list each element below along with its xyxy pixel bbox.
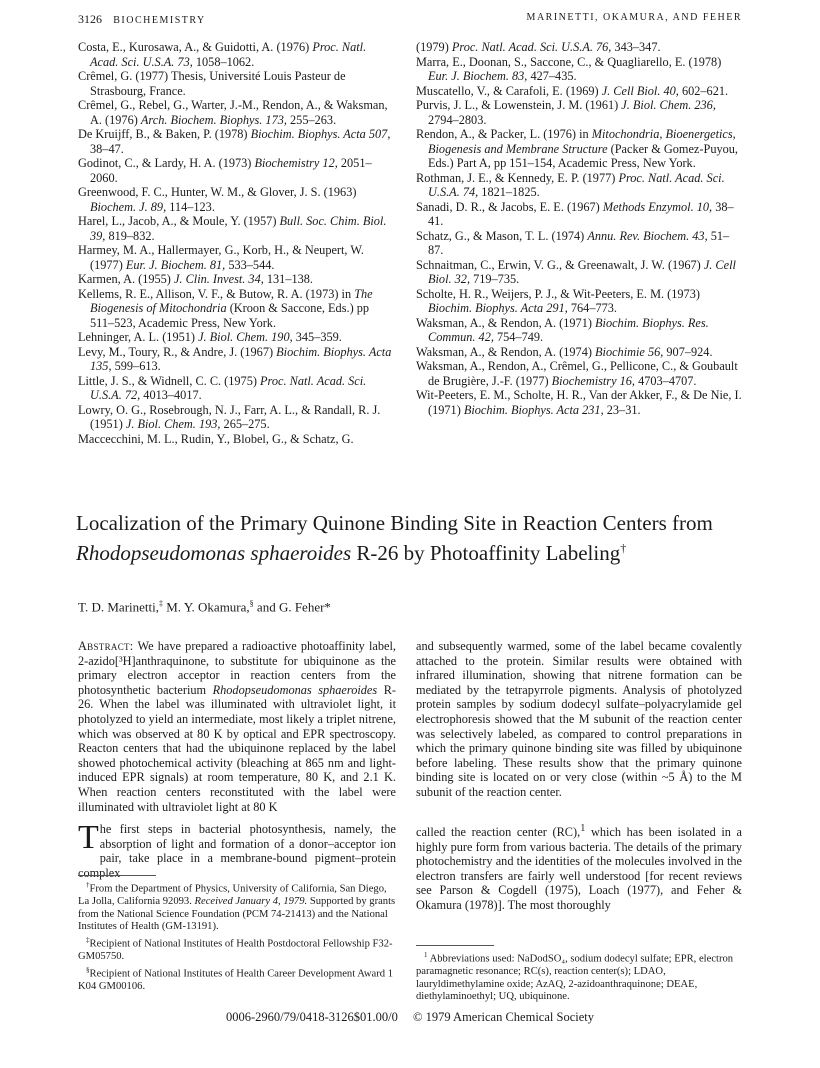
author-okamura: M. Y. Okamura, <box>163 599 250 615</box>
reference-pages: 427–435. <box>527 69 577 83</box>
reference-authors: Rothman, J. E., & Kennedy, E. P. (1977) <box>416 170 619 185</box>
reference-pages: 819–832. <box>105 228 155 243</box>
reference-pages: 4703–4707. <box>635 373 697 388</box>
reference-authors: Costa, E., Kurosawa, A., & Guidotti, A. (1976) <box>78 40 313 54</box>
abstract-text-a: We have prepared a radioactive photoaffinity label, 2-azido[³H]anthraquinone, to substitute for ubiquinone as the primary electron acceptor in reaction centers from the photosynthetic bacterium <box>78 639 396 697</box>
footnote-text: Supported by grants from the National Science Foundation (PCM 74-21413) and the National Institutes of Health (GM-13191). <box>78 896 396 933</box>
reference-source: J. Cell Biol. 32, <box>428 257 736 286</box>
reference-pages: 343–347. <box>611 40 661 54</box>
running-header-authors: MARINETTI, OKAMURA, AND FEHER <box>526 12 742 23</box>
running-header-left <box>78 12 206 27</box>
title-text-1: Localization of the Primary Quinone Binding Site in Reaction Centers from <box>76 511 713 535</box>
reference-pages: 345–359. <box>292 330 342 344</box>
reference-source: Biochim. Biophys. Acta 231, <box>463 402 604 417</box>
body-right-text-a: called the reaction center (RC), <box>416 825 581 840</box>
abstract-left <box>78 639 396 814</box>
reference-authors: Harel, L., Jacob, A., & Moule, Y. (1957) <box>78 214 280 228</box>
reference-entry <box>78 374 396 403</box>
doc-code: 0006-2960/79/0418-3126$01.00/0 <box>226 1010 398 1024</box>
references-right-column <box>416 40 742 417</box>
reference-source: Mitochondria, Bioenergetics, Biogenesis and Membrane Structure <box>428 127 736 156</box>
reference-authors: Harmey, M. A., Hallermayer, G., Korb, H., & Neupert, W. (1977) <box>78 243 364 272</box>
reference-pages: 38–41. <box>428 199 734 228</box>
reference-source: J. Biol. Chem. 190, <box>198 330 293 344</box>
footnote-entry <box>78 934 396 964</box>
reference-entry <box>78 287 396 331</box>
reference-authors: Waksman, A., & Rendon, A. (1974) <box>416 344 596 359</box>
reference-pages: 1821–1825. <box>478 185 540 199</box>
reference-pages: 907–924. <box>663 344 713 359</box>
reference-entry <box>416 200 742 229</box>
title-footnote-mark: † <box>620 540 627 555</box>
abstract-text-b: R-26. When the label was illuminated with ultraviolet light, it photolyzed to yield an intermediate, most likely a triplet nitrene, which was observed at 80 K by optical and EPR spectroscopy. Reacton centers that had the ubiquinone replaced by the label showed photochemical activity (bleaching at 865 nm and light-induced EPR signals) at room temperature, 80 K, and 2.1 K. When reaction centers reconstituted with the label were illuminated with ultraviolet light at 80 K <box>78 682 397 814</box>
reference-pages: 1058–1062. <box>192 54 255 69</box>
title-text-2: R-26 by Photoaffinity Labeling <box>351 540 621 565</box>
abstract-organism: Rhodopseudomonas sphaeroides <box>212 682 378 697</box>
reference-authors: De Kruijff, B., & Baken, P. (1978) <box>78 127 251 141</box>
reference-pages: 2051–2060. <box>90 156 372 185</box>
footnote-abbreviations-text: Abbreviations used: NaDodSO₄, sodium dodecyl sulfate; EPR, electron paramagnetic resonance; RC(s), reaction center(s); LDAO, lauryldimethylamine oxide; AzAQ, 2-azidoanthraquinone; DEAE, diethylaminoethyl; UQ, ubiquinone. <box>416 953 734 1003</box>
reference-authors: Sanadi, D. R., & Jacobs, E. E. (1967) <box>416 199 603 214</box>
footnote-text: Recipient of National Institutes of Health Postdoctoral Fellowship F32-GM05750. <box>78 938 393 963</box>
reference-pages: 754–749. <box>493 330 544 344</box>
reference-entry <box>78 127 396 156</box>
reference-source: Biochim. Biophys. Acta 507, <box>250 127 391 141</box>
reference-entry <box>416 287 742 316</box>
reference-pages: 764–773. <box>567 301 617 315</box>
reference-source: J. Biol. Chem. 193, <box>125 417 221 431</box>
footnote-entry <box>78 879 396 934</box>
body-right-text-b: which has been isolated in a highly pure form from various bacteria. The details of the primary photochemistry and the identities of the molecules involved in the electron transfers are fairly well understood [for recent reviews see Parson & Cogdell (1975), Loach (1977), and Feher & Okamura (1978)]. The most thoroughly <box>416 825 742 913</box>
footnote-mark: 1 <box>424 951 428 959</box>
reference-source: Arch. Biochem. Biophys. 173, <box>140 112 287 127</box>
reference-source: Biochemistry 16, <box>551 373 636 388</box>
reference-entry <box>78 156 396 185</box>
footnote-rule-left <box>78 875 156 876</box>
footnote-mark: ‡ <box>86 935 90 944</box>
reference-authors: Scholte, H. R., Weijers, P. J., & Wit-Peeters, E. M. (1973) <box>416 286 700 301</box>
reference-source: Methods Enzymol. 10, <box>602 199 713 214</box>
reference-entry <box>416 359 742 388</box>
reference-authors: Muscatello, V., & Carafoli, E. (1969) <box>416 83 602 98</box>
reference-entry <box>416 98 742 127</box>
article-title <box>76 511 756 565</box>
reference-authors: Waksman, A., & Rendon, A. (1971) <box>416 315 596 330</box>
reference-source: J. Cell Biol. 40, <box>601 83 679 98</box>
reference-pages: 255–263. <box>286 112 337 127</box>
reference-entry <box>416 171 742 200</box>
reference-pages: 2794–2803. <box>428 112 487 127</box>
reference-source: J. Clin. Invest. 34, <box>173 272 264 286</box>
reference-authors: Schnaitman, C., Erwin, V. G., & Greenawalt, J. W. (1967) <box>416 257 704 272</box>
reference-entry <box>416 55 742 84</box>
reference-pages: 114–123. <box>166 199 215 214</box>
reference-pages: 51–87. <box>428 228 730 257</box>
reference-source: Biochim. Biophys. Res. Commun. 42, <box>428 315 709 344</box>
reference-entry <box>78 432 396 447</box>
reference-pages: 719–735. <box>470 272 520 286</box>
reference-pages: 533–544. <box>225 257 275 272</box>
reference-entry <box>78 40 396 69</box>
reference-entry <box>416 388 742 417</box>
drop-cap: T <box>78 819 99 856</box>
footnote-abbreviations <box>416 949 742 1004</box>
reference-authors: Levy, M., Toury, R., & Andre, J. (1967) <box>78 344 277 359</box>
abstract-right: and subsequently warmed, some of the label became covalently attached to the protein. Similar results were obtained with infrared illumination, showing that nitrene formation can be mediated by the tetrapyrrole pigments. Analysis of photolyzed protein samples by sodium dodecyl sulfate–polyacrylamide gel electrophoresis showed that the M subunit of the reaction center was selectively labeled, as compared to control preparations in which the primary quinone binding site was filled by ubiquinone before labeling. These results show that the primary quinone binding site is located on or very close (within ~5 Å) to the M subunit of the reaction center. <box>416 639 742 799</box>
footnote-text: From the Department of Physics, University of California, San Diego, La Jolla, California 92093. <box>78 883 387 908</box>
reference-source: Proc. Natl. Acad. Sci. U.S.A. 72, <box>90 373 367 402</box>
reference-source: Eur. J. Biochem. 83, <box>428 69 528 83</box>
reference-authors: Rendon, A., & Packer, L. (1976) in <box>416 127 592 141</box>
reference-source: Biochimie 56, <box>595 344 664 359</box>
reference-source: Biochemistry 12, <box>254 156 338 170</box>
reference-entry <box>78 345 396 374</box>
reference-source: Eur. J. Biochem. 81, <box>125 257 226 272</box>
reference-pages: 602–621. <box>678 83 729 98</box>
reference-authors: Kellems, R. E., Allison, V. F., & Butow, R. A. (1973) in <box>78 286 355 301</box>
footnotes-left <box>78 879 396 993</box>
reference-authors: (1979) <box>416 40 452 54</box>
page-number: 3126 <box>78 12 102 26</box>
references-left-column <box>78 40 396 446</box>
reference-authors: Crêmel, G., Rebel, G., Warter, J.-M., Rendon, A., & Waksman, A. (1976) <box>78 98 388 127</box>
body-left <box>78 819 396 880</box>
reference-pages: (Packer & Gomez-Puyou, Eds.) Part A, pp 151–154, Academic Press, New York. <box>428 141 738 170</box>
reference-source: Biochem. J. 89, <box>90 199 167 214</box>
reference-authors: Godinot, C., & Lardy, H. A. (1973) <box>78 156 255 170</box>
reference-source: Biochim. Biophys. Acta 135, <box>90 344 392 373</box>
reference-authors: Schatz, G., & Mason, T. L. (1974) <box>416 228 588 243</box>
footnote-rule-right <box>416 945 494 946</box>
reference-entry <box>78 69 396 98</box>
reference-pages: (Kroon & Saccone, Eds.) pp 511–523, Academic Press, New York. <box>90 301 370 330</box>
reference-authors: Wit-Peeters, E. M., Scholte, H. R., Van der Akker, F., & De Nie, I. (1971) <box>416 388 742 417</box>
reference-pages: 4013–4017. <box>140 388 202 402</box>
reference-entry <box>416 345 742 360</box>
author-mark-1: ‡ <box>159 599 163 608</box>
author-list <box>78 599 331 615</box>
footnote-ref-1: 1 <box>580 823 586 834</box>
copyright: © 1979 American Chemical Society <box>413 1010 594 1024</box>
reference-entry <box>78 98 396 127</box>
reference-authors: Maccecchini, M. L., Rudin, Y., Blobel, G., & Schatz, G. <box>78 431 354 446</box>
reference-entry <box>78 403 396 432</box>
reference-source: Biochim. Biophys. Acta 291, <box>428 301 568 315</box>
reference-pages: 131–138. <box>263 272 313 286</box>
footnote-entry <box>78 964 396 994</box>
reference-authors: Little, J. S., & Widnell, C. C. (1975) <box>78 373 261 388</box>
author-marinetti: T. D. Marinetti, <box>78 599 159 615</box>
reference-entry <box>78 214 396 243</box>
reference-authors: Purvis, J. L., & Lowenstein, J. M. (1961) <box>416 98 622 112</box>
page-footer <box>0 1010 820 1025</box>
reference-source: Proc. Natl. Acad. Sci. U.S.A. 76, <box>451 40 612 54</box>
reference-entry <box>416 316 742 345</box>
footnotes-right <box>416 949 742 1004</box>
abstract-label: Abstract: <box>78 639 134 653</box>
reference-authors: Lowry, O. G., Rosebrough, N. J., Farr, A. L., & Randall, R. J. (1951) <box>78 402 381 431</box>
reference-authors: Karmen, A. (1955) <box>78 272 174 286</box>
reference-source: J. Biol. Chem. 236, <box>621 98 716 112</box>
journal-name: BIOCHEMISTRY <box>113 15 206 26</box>
reference-entry <box>416 40 742 55</box>
footnote-received-date: Received January 4, 1979. <box>194 896 308 908</box>
reference-source: The Biogenesis of Mitochondria <box>90 286 373 315</box>
reference-entry <box>416 258 742 287</box>
reference-entry <box>416 229 742 258</box>
reference-entry <box>78 185 396 214</box>
reference-pages: 23–31. <box>603 402 641 417</box>
reference-entry <box>416 84 742 99</box>
author-mark-2: § <box>249 599 254 608</box>
reference-pages: 599–613. <box>111 359 161 373</box>
reference-entry <box>78 272 396 287</box>
reference-authors: Marra, E., Doonan, S., Saccone, C., & Quagliarello, E. (1978) <box>416 54 722 69</box>
reference-pages: 265–275. <box>220 417 270 431</box>
reference-authors: Lehninger, A. L. (1951) <box>78 330 199 344</box>
author-feher: and G. Feher* <box>253 599 331 615</box>
reference-authors: Greenwood, F. C., Hunter, W. M., & Glover, J. S. (1963) <box>78 185 357 199</box>
body-left-text: he first steps in bacterial photosynthesis, namely, the absorption of light and formation of a donor–acceptor ion pair, take place in a membrane-bound pigment–protein complex <box>78 822 396 880</box>
footnote-mark: † <box>86 881 90 889</box>
reference-source: Proc. Natl. Acad. Sci. U.S.A. 73, <box>90 40 367 69</box>
footnote-text: Recipient of National Institutes of Health Career Development Award 1 K04 GM00106. <box>78 968 394 992</box>
reference-source: Bull. Soc. Chim. Biol. 39, <box>90 214 387 243</box>
footnote-mark: § <box>86 965 90 974</box>
reference-source: Proc. Natl. Acad. Sci. U.S.A. 74, <box>428 170 725 199</box>
reference-entry <box>78 243 396 272</box>
reference-entry <box>416 127 742 171</box>
body-right <box>416 822 742 913</box>
reference-authors: Crêmel, G. (1977) Thesis, Université Louis Pasteur de Strasbourg, France. <box>78 69 346 98</box>
reference-source: Annu. Rev. Biochem. 43, <box>587 228 708 243</box>
reference-pages: 38–47. <box>90 141 124 156</box>
title-organism: Rhodopseudomonas sphaeroides <box>76 540 352 565</box>
reference-authors: Waksman, A., Rendon, A., Crêmel, G., Pellicone, C., & Goubault de Brugière, J.-F. (1977) <box>416 359 738 388</box>
reference-entry <box>78 330 396 345</box>
